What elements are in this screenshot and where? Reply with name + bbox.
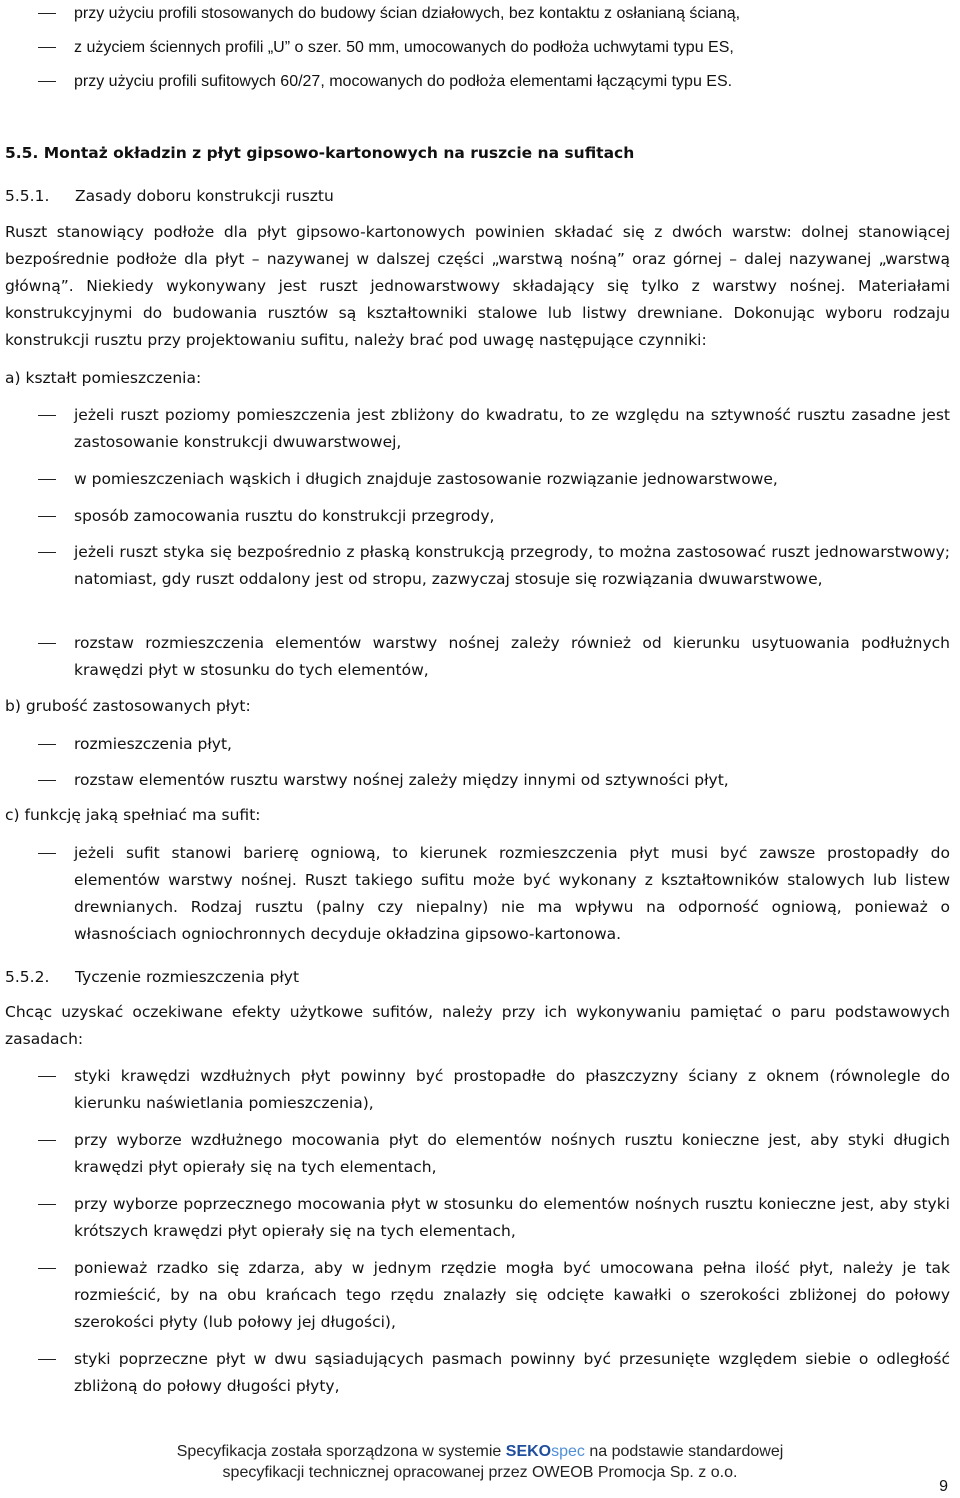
list-item-text: jeżeli ruszt styka się bezpośrednio z płaską konstrukcją przegrody, to można zastosować ruszt jednowarstwowy; natomiast, gdy ruszt oddalony jest od stropu, zazwyczaj stosuje się rozwiązania dwuwarstwowe, <box>74 543 950 588</box>
list-item-text: rozstaw elementów rusztu warstwy nośnej zależy między innymi od sztywności płyt, <box>74 771 729 789</box>
factor-c-label: c) funkcję jaką spełniać ma sufit: <box>5 806 261 824</box>
list-item-text: styki krawędzi wzdłużnych płyt powinny być prostopadłe do płaszczyzny ściany z oknem (równolegle do kierunku naświetlania pomieszczenia), <box>74 1067 950 1112</box>
page-number: 9 <box>939 1478 948 1495</box>
subsection-heading <box>5 968 299 986</box>
list-item-text: przy użyciu profili sufitowych 60/27, mocowanych do podłoża elementami łączącymi typu ES. <box>74 73 733 90</box>
list-item-text: w pomieszczeniach wąskich i długich znajduje zastosowanie rozwiązanie jednowarstwowe, <box>74 470 778 488</box>
list-item-text: przy wyborze poprzecznego mocowania płyt w stosunku do elementów nośnych rusztu konieczne jest, aby styki krótszych krawędzi płyt opierały się na tych elementach, <box>74 1195 950 1240</box>
dash-bullet <box>38 1268 56 1269</box>
dash-bullet <box>38 780 56 781</box>
list-item-text: styki poprzeczne płyt w dwu sąsiadujących pasmach powinny być przesunięte względem siebie o odległość zbliżoną do połowy długości płyty, <box>74 1350 950 1395</box>
dash-bullet <box>38 1359 56 1360</box>
dash-bullet <box>38 479 56 480</box>
footer-text: Specyfikacja została sporządzona w systemie <box>176 1443 502 1460</box>
dash-bullet <box>38 744 56 745</box>
tyczenie-intro: Chcąc uzyskać oczekiwane efekty użytkowe sufitów, należy przy ich wykonywaniu pamiętać o paru podstawowych zasadach: <box>5 1003 950 1048</box>
intro-paragraph: Ruszt stanowiący podłoże dla płyt gipsowo-kartonowych powinien składać się z dwóch warstw: dolnej stanowiącej bezpośrednie podłoże dla płyt – nazywanej w dalszej części „warstwą nośną” oraz górnej – dalej nazywanej „warstwą główną”. Niekiedy wykonywany jest ruszt jednowarstwowy składający się tylko z warstwy nośnej. Materiałami konstrukcyjnymi do budowania rusztów są kształtowniki stalowe lub listwy drewniane. Dokonując wyboru rodzaju konstrukcji rusztu przy projektowaniu sufitu, należy brać pod uwagę następujące czynniki: <box>5 223 950 349</box>
list-item-text: przy wyborze wzdłużnego mocowania płyt do elementów nośnych rusztu konieczne jest, aby styki długich krawędzi płyt opierały się na tych elementach, <box>74 1131 950 1176</box>
dash-bullet <box>38 1140 56 1141</box>
section-heading: 5.5. Montaż okładzin z płyt gipsowo-kartonowych na ruszcie na sufitach <box>5 144 635 162</box>
footer-line-2: specyfikacji technicznej opracowanej przez OWEOB Promocja Sp. z o.o. <box>222 1464 738 1481</box>
list-item-text: jeżeli ruszt poziomy pomieszczenia jest zbliżony do kwadratu, to ze względu na sztywność rusztu zasadne jest zastosowanie konstrukcji dwuwarstwowej, <box>74 406 950 451</box>
dash-bullet <box>38 516 56 517</box>
dash-bullet <box>38 47 56 48</box>
subsection-number: 5.5.2. <box>5 968 50 986</box>
list-item-text: przy użyciu profili stosowanych do budowy ścian działowych, bez kontaktu z osłanianą ścianą, <box>74 5 741 22</box>
subsection-number: 5.5.1. <box>5 187 50 205</box>
dash-bullet <box>38 552 56 553</box>
subsection-title: Tyczenie rozmieszczenia płyt <box>75 968 300 986</box>
dash-bullet <box>38 1076 56 1077</box>
list-item-text: z użyciem ściennych profili „U” o szer. 50 mm, umocowanych do podłoża uchwytami typu ES, <box>74 39 734 56</box>
list-item-text: ponieważ rzadko się zdarza, aby w jednym rzędzie mogła być umocowana pełna ilość płyt, należy je tak rozmieścić, by na obu krańcach tego rzędu znalazły się odcięte kawałki o szerokości zbliżonej do połowy szerokości płyty (lub połowy jej długości), <box>74 1259 950 1331</box>
factor-b-label: b) grubość zastosowanych płyt: <box>5 697 251 715</box>
dash-bullet <box>38 81 56 82</box>
list-item-text: jeżeli sufit stanowi barierę ogniową, to kierunek rozmieszczenia płyt musi być zawsze prostopadły do elementów warstwy nośnej. Ruszt takiego sufitu może być wykonany z kształtowników stalowych lub listew drewnianych. Rodzaj rusztu (palny czy niepalny) nie ma wpływu na odporność ogniową, ponieważ o własnościach ogniochronnych decyduje okładzina gipsowo-kartonowa. <box>74 844 950 943</box>
dash-bullet <box>38 13 56 14</box>
factor-a-label: a) kształt pomieszczenia: <box>5 369 202 387</box>
list-item-text: sposób zamocowania rusztu do konstrukcji przegrody, <box>74 507 495 525</box>
dash-bullet <box>38 853 56 854</box>
list-item-text: rozmieszczenia płyt, <box>74 735 232 753</box>
list-item-text: rozstaw rozmieszczenia elementów warstwy nośnej zależy również od kierunku usytuowania podłużnych krawędzi płyt w stosunku do tych elementów, <box>74 634 950 679</box>
footer-text: na podstawie standardowej <box>589 1443 784 1460</box>
dash-bullet <box>38 1204 56 1205</box>
dash-bullet <box>38 643 56 644</box>
footer-line-1 <box>0 1443 960 1461</box>
dash-bullet <box>38 415 56 416</box>
subsection-title: Zasady doboru konstrukcji rusztu <box>75 187 334 205</box>
subsection-heading <box>5 187 334 205</box>
sekospec-logo: SEKOspec <box>505 1443 585 1460</box>
